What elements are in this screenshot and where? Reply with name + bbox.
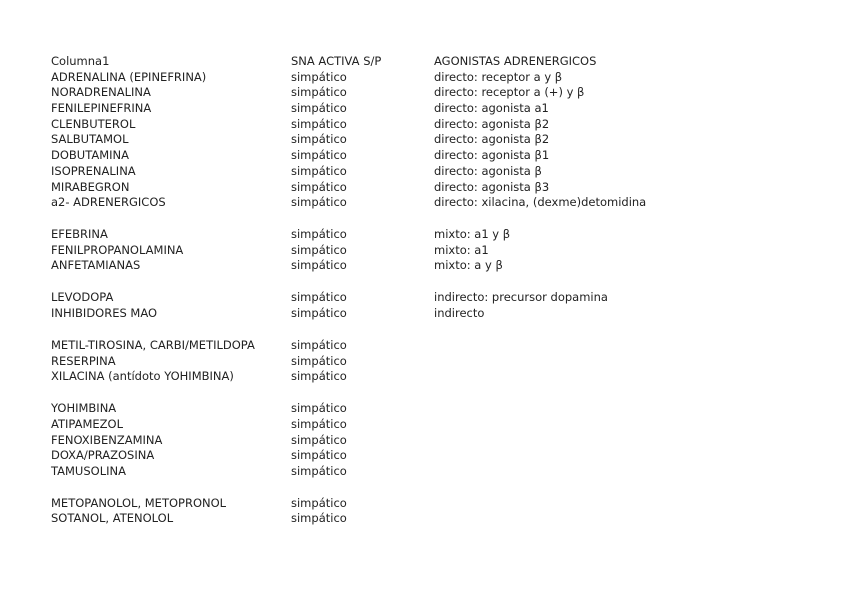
table-row	[51, 417, 811, 433]
table-row	[51, 180, 811, 196]
cell-agonist-type: directo: agonista β3	[434, 179, 550, 194]
blank-row	[51, 274, 811, 290]
cell-agonist-type: mixto: a1 y β	[434, 227, 511, 242]
table-row	[51, 117, 811, 133]
cell-drug-name: SALBUTAMOL	[51, 132, 129, 147]
cell-drug-name: NORADRENALINA	[51, 85, 151, 100]
table-row	[51, 164, 811, 180]
cell-sna-activa: simpático	[291, 511, 347, 526]
table-row	[51, 101, 811, 117]
blank-row	[51, 322, 811, 338]
table-row	[51, 401, 811, 417]
cell-agonist-type: indirecto	[434, 306, 485, 320]
cell-sna-activa: simpático	[291, 116, 347, 131]
cell-agonist-type: directo: xilacina, (dexme)detomidina	[434, 195, 647, 210]
cell-drug-name: ISOPRENALINA	[51, 163, 136, 178]
cell-drug-name: INHIBIDORES MAO	[51, 306, 158, 320]
cell-sna-activa: simpático	[291, 148, 347, 163]
cell-drug-name: YOHIMBINA	[51, 401, 117, 416]
cell-agonist-type: directo: agonista a1	[434, 101, 549, 116]
cell-sna-activa: simpático	[291, 369, 347, 384]
blank-row	[51, 211, 811, 227]
cell-agonist-type: directo: agonista β2	[434, 132, 550, 147]
cell-drug-name: TAMUSOLINA	[51, 463, 126, 478]
cell-sna-activa: simpático	[291, 69, 347, 84]
cell-sna-activa: simpático	[291, 163, 347, 178]
cell-sna-activa: simpático	[291, 290, 347, 305]
table-row	[51, 338, 811, 354]
cell-drug-name: METIL-TIROSINA, CARBI/METILDOPA	[51, 337, 255, 352]
table-row	[51, 448, 811, 464]
cell-drug-name: MIRABEGRON	[51, 179, 130, 194]
cell-sna-activa: simpático	[291, 179, 347, 194]
table-row	[51, 306, 811, 322]
table-row	[51, 511, 811, 527]
cell-sna-activa: simpático	[291, 432, 347, 447]
header-cell-columna1: Columna1	[51, 54, 110, 68]
table-row	[51, 354, 811, 370]
table-body	[51, 70, 811, 527]
cell-drug-name: DOXA/PRAZOSINA	[51, 448, 155, 463]
cell-drug-name: CLENBUTEROL	[51, 116, 136, 131]
table-row	[51, 132, 811, 148]
cell-sna-activa: simpático	[291, 132, 347, 147]
cell-drug-name: METOPANOLOL, METOPRONOL	[51, 495, 227, 510]
cell-agonist-type: mixto: a1	[434, 242, 489, 257]
header-row	[51, 54, 811, 70]
cell-sna-activa: simpático	[291, 85, 347, 100]
cell-drug-name: RESERPINA	[51, 353, 116, 368]
table-row	[51, 195, 811, 211]
cell-agonist-type: directo: agonista β1	[434, 148, 550, 163]
spreadsheet-table	[51, 54, 811, 527]
cell-sna-activa: simpático	[291, 337, 347, 352]
cell-sna-activa: simpático	[291, 463, 347, 478]
cell-sna-activa: simpático	[291, 353, 347, 368]
cell-sna-activa: simpático	[291, 101, 347, 116]
table-row	[51, 258, 811, 274]
table-row	[51, 148, 811, 164]
cell-agonist-type: directo: receptor a y β	[434, 69, 563, 84]
table-row	[51, 496, 811, 512]
blank-row	[51, 480, 811, 496]
cell-drug-name: FENOXIBENZAMINA	[51, 432, 163, 447]
cell-sna-activa: simpático	[291, 227, 347, 242]
cell-agonist-type: directo: agonista β2	[434, 116, 550, 131]
cell-drug-name: DOBUTAMINA	[51, 148, 129, 163]
cell-sna-activa: simpático	[291, 448, 347, 463]
cell-sna-activa: simpático	[291, 416, 347, 431]
cell-drug-name: ATIPAMEZOL	[51, 416, 123, 431]
table-row	[51, 433, 811, 449]
cell-drug-name: FENILEPINEFRINA	[51, 101, 152, 116]
cell-sna-activa: simpático	[291, 195, 347, 210]
cell-agonist-type: directo: agonista β	[434, 163, 542, 178]
table-row	[51, 369, 811, 385]
cell-drug-name: LEVODOPA	[51, 290, 114, 305]
cell-drug-name: ANFETAMIANAS	[51, 258, 141, 273]
cell-drug-name: XILACINA (antídoto YOHIMBINA)	[51, 369, 234, 384]
cell-sna-activa: simpático	[291, 306, 347, 320]
header-cell-sna-activa: SNA ACTIVA S/P	[291, 54, 382, 68]
table-row	[51, 464, 811, 480]
header-cell-agonistas: AGONISTAS ADRENERGICOS	[434, 54, 597, 68]
cell-sna-activa: simpático	[291, 258, 347, 273]
cell-agonist-type: directo: receptor a (+) y β	[434, 85, 585, 100]
table-row	[51, 70, 811, 86]
table-row	[51, 290, 811, 306]
cell-drug-name: FENILPROPANOLAMINA	[51, 242, 184, 257]
table-row	[51, 85, 811, 101]
cell-drug-name: a2- ADRENERGICOS	[51, 195, 166, 210]
cell-drug-name: ADRENALINA (EPINEFRINA)	[51, 69, 207, 84]
cell-sna-activa: simpático	[291, 495, 347, 510]
cell-drug-name: SOTANOL, ATENOLOL	[51, 511, 174, 526]
cell-drug-name: EFEBRINA	[51, 227, 108, 242]
table-row	[51, 243, 811, 259]
blank-row	[51, 385, 811, 401]
cell-agonist-type: mixto: a y β	[434, 258, 503, 273]
cell-sna-activa: simpático	[291, 242, 347, 257]
table-row	[51, 227, 811, 243]
cell-agonist-type: indirecto: precursor dopamina	[434, 290, 608, 305]
cell-sna-activa: simpático	[291, 401, 347, 416]
